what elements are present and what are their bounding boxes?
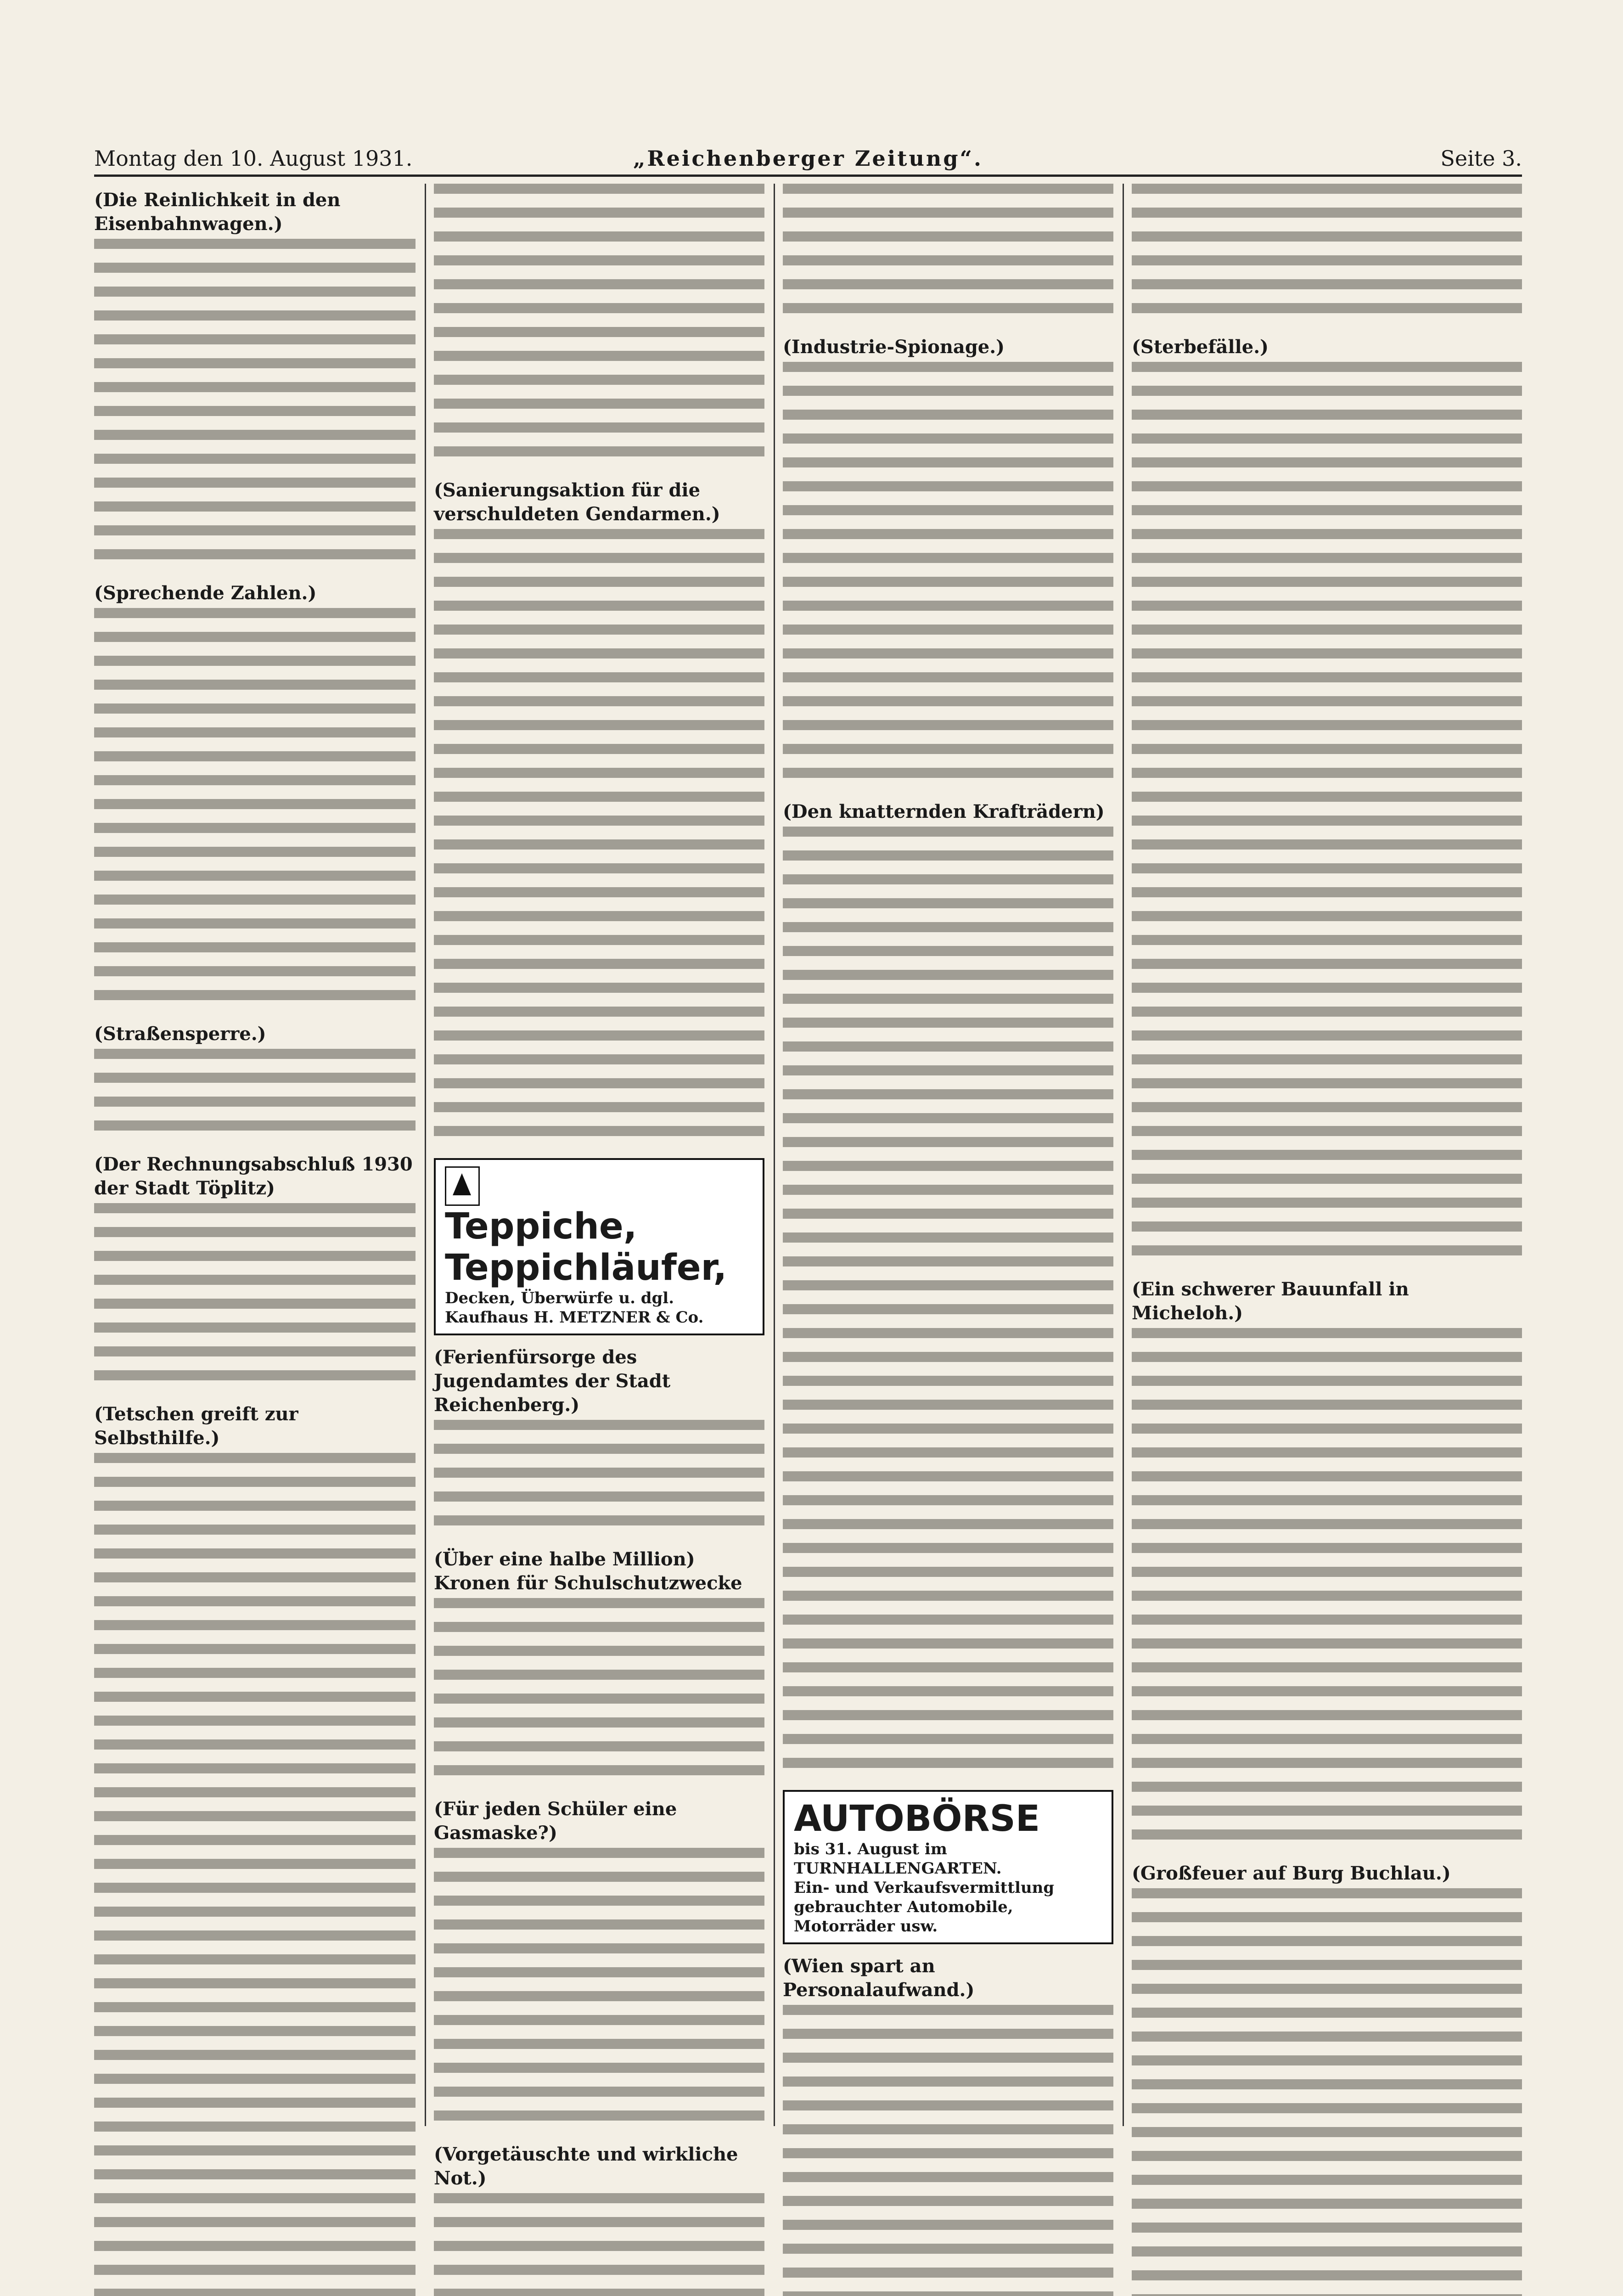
masthead <box>94 146 1522 177</box>
ad-line: Kaufhaus H. METZNER & Co. <box>445 1308 704 1327</box>
column-1 <box>94 184 416 2126</box>
article-body-placeholder <box>94 1203 416 1394</box>
column-3 <box>783 184 1113 2126</box>
ad-line: bis 31. August im TURNHALLENGARTEN. <box>794 1840 1002 1878</box>
ad-title: AUTOBÖRSE <box>794 1798 1040 1840</box>
column-divider <box>425 184 426 2126</box>
article-body-placeholder <box>434 1848 764 2134</box>
article-body-placeholder <box>94 1049 416 1144</box>
article-body-placeholder <box>783 2005 1113 2296</box>
ad-line: Decken, Überwürfe u. dgl. <box>445 1289 674 1307</box>
issue-date: Montag den 10. August 1931. <box>94 146 413 171</box>
article-headline: (Der Rechnungsabschluß 1930 der Stadt Töplitz) <box>94 1154 413 1199</box>
page-number: Seite 3. <box>1440 146 1522 171</box>
article-body-placeholder <box>434 529 764 1150</box>
article-headline: (Vorgetäuschte und wirkliche Not.) <box>434 2144 738 2189</box>
article-body-placeholder <box>1132 1888 1522 2296</box>
article-body-placeholder <box>434 184 764 470</box>
column-divider <box>1123 184 1124 2126</box>
article-headline: (Ferienfürsorge des Jugendamtes der Stadt Reichenberg.) <box>434 1346 671 1416</box>
article-body-placeholder <box>434 1598 764 1789</box>
article-body-placeholder <box>94 1453 416 2296</box>
article-headline: (Ein schwerer Bauunfall in Micheloh.) <box>1132 1278 1409 1324</box>
logo-icon <box>445 1166 480 1206</box>
article-body-placeholder <box>94 239 416 573</box>
advertisement <box>434 1158 764 1335</box>
article-body-placeholder <box>434 2193 764 2296</box>
article-headline: (Sanierungsaktion für die verschuldeten Gendarmen.) <box>434 479 720 525</box>
article-body-placeholder <box>1132 362 1522 1269</box>
article-headline: (Über eine halbe Million) Kronen für Schulschutzwecke <box>434 1548 742 1594</box>
ad-title: Teppiche, Teppichläufer, <box>445 1206 727 1289</box>
article-body-placeholder <box>1132 184 1522 327</box>
article-headline: (Sterbefälle.) <box>1132 336 1269 358</box>
column-divider <box>774 184 775 2126</box>
article-body-placeholder <box>94 608 416 1014</box>
article-headline: (Den knatternden Krafträdern) <box>783 801 1105 822</box>
article-headline: (Für jeden Schüler eine Gasmaske?) <box>434 1798 677 1844</box>
ad-line: Ein- und Verkaufsvermittlung gebrauchter Automobile, Motorräder usw. <box>794 1879 1055 1936</box>
article-headline: (Sprechende Zahlen.) <box>94 582 317 604</box>
article-body-placeholder <box>434 1420 764 1539</box>
article-headline: (Straßensperre.) <box>94 1023 266 1045</box>
newspaper-title: „Reichenberger Zeitung“. <box>633 146 983 171</box>
article-headline: (Die Reinlichkeit in den Eisenbahnwagen.) <box>94 189 341 235</box>
article-body-placeholder <box>1132 1328 1522 1853</box>
article-body-placeholder <box>783 362 1113 792</box>
article-headline: (Wien spart an Personalaufwand.) <box>783 1955 975 2001</box>
article-body-placeholder <box>783 827 1113 1782</box>
article-headline: (Tetschen greift zur Selbsthilfe.) <box>94 1403 298 1449</box>
article-body-placeholder <box>783 184 1113 327</box>
column-2 <box>434 184 764 2189</box>
article-headline: (Großfeuer auf Burg Buchlau.) <box>1132 1863 1451 1884</box>
column-4 <box>1132 184 1522 2126</box>
advertisement <box>783 1790 1113 1944</box>
article-headline: (Industrie-Spionage.) <box>783 336 1005 358</box>
